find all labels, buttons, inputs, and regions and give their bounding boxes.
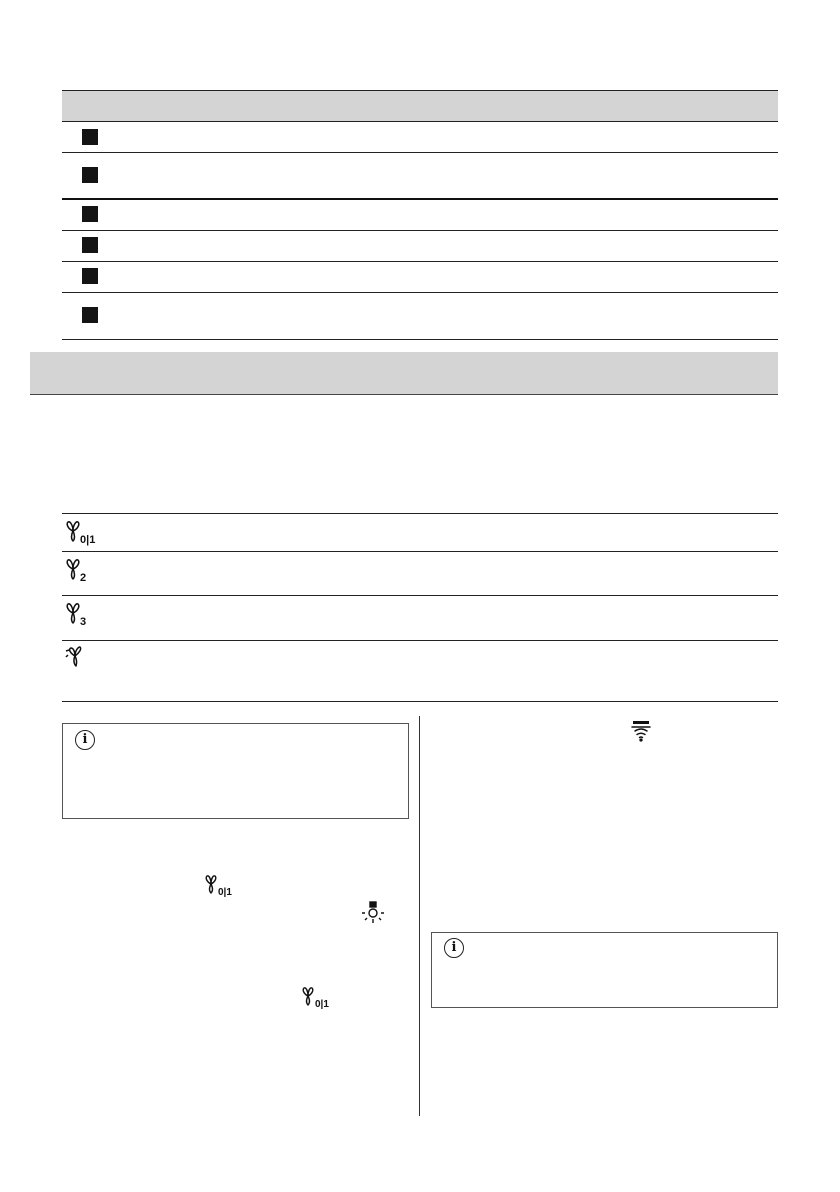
- svg-text:3: 3: [80, 616, 87, 628]
- table-header: [62, 90, 778, 122]
- info-icon: i: [444, 938, 464, 958]
- table-row: [62, 153, 778, 200]
- item-marker-square: [82, 307, 98, 323]
- info-note-box-left: [62, 723, 409, 819]
- fan-intensive-icon: [64, 645, 94, 671]
- column-divider: [419, 716, 420, 1116]
- table-row: [62, 200, 778, 231]
- hob-to-hood-wireless-icon: [629, 720, 653, 744]
- item-marker-square: [82, 237, 98, 253]
- table-row: [62, 262, 778, 293]
- section-heading-bar: [30, 352, 778, 395]
- svg-text:0|1: 0|1: [218, 887, 232, 898]
- info-note-box-right: [431, 932, 778, 1008]
- icon-table-row: [62, 640, 778, 702]
- table-row: [62, 231, 778, 262]
- icon-table-row: [62, 513, 778, 552]
- item-marker-square: [82, 129, 98, 145]
- svg-text:0|1: 0|1: [80, 534, 96, 546]
- fan-speed-1-icon: [203, 874, 239, 898]
- info-icon: i: [75, 730, 95, 750]
- svg-text:2: 2: [80, 572, 87, 584]
- fan-speed-2-icon: [64, 558, 104, 584]
- fan-speed-3-icon: [64, 602, 104, 628]
- svg-text:0|1: 0|1: [315, 999, 329, 1010]
- fan-speed-1-icon: [300, 986, 336, 1010]
- icon-table-row: [62, 595, 778, 641]
- table-row: [62, 293, 778, 340]
- item-marker-square: [82, 268, 98, 284]
- icon-table-row: [62, 551, 778, 596]
- fan-speed-1-icon: [64, 520, 104, 546]
- item-marker-square: [82, 167, 98, 183]
- item-marker-square: [82, 206, 98, 222]
- light-icon: [360, 901, 386, 925]
- table-row: [62, 121, 778, 153]
